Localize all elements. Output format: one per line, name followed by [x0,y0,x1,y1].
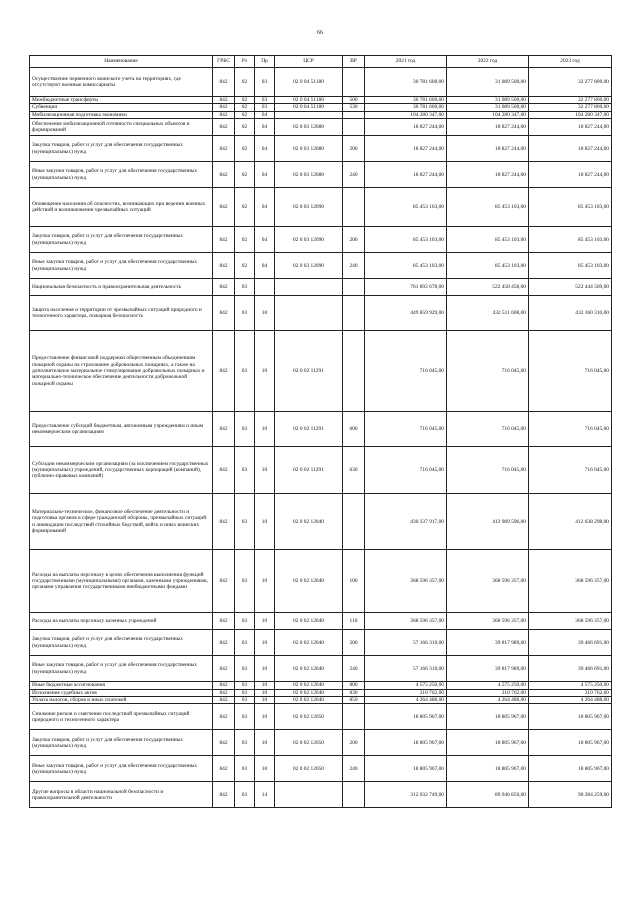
table-row [30,704,612,730]
cell-y2023: 39 466 691,00 [529,630,612,656]
table-row [30,279,612,296]
cell-y2021: 18 805 967,00 [365,756,447,782]
cell-y2021: 716 045,00 [365,447,447,494]
cell-csr: 02 0 02 12050 [275,756,343,782]
cell-y2022: 4 264 488,00 [447,697,529,704]
cell-y2023: 18 805 967,00 [529,730,612,756]
cell-csr: 02 0 02 12040 [275,697,343,704]
cell-pr: 10 [255,697,275,704]
table-row [30,756,612,782]
cell-vr: 200 [343,730,365,756]
table-row [30,630,612,656]
cell-name: Расходы на выплаты персоналу казенных учреждений [30,613,213,630]
cell-grbs: 842 [213,656,235,682]
cell-csr: 02 0 04 51180 [275,68,343,97]
cell-csr: 02 0 02 12040 [275,689,343,696]
cell-vr [343,296,365,331]
cell-pr: 10 [255,412,275,447]
cell-y2023: 18 805 967,00 [529,756,612,782]
cell-y2023: 368 596 357,00 [529,613,612,630]
cell-vr: 830 [343,689,365,696]
cell-pr: 03 [255,68,275,97]
table-row [30,68,612,97]
cell-grbs: 842 [213,550,235,613]
cell-rz: 02 [235,111,255,118]
cell-grbs: 842 [213,331,235,412]
cell-csr: 02 0 02 12040 [275,656,343,682]
cell-y2021: 310 762,00 [365,689,447,696]
cell-y2021: 4 575 250,00 [365,682,447,689]
page-number: 66 [317,30,323,36]
cell-y2022: 18 805 967,00 [447,730,529,756]
cell-vr [343,494,365,550]
header-rz: Рз [235,56,255,68]
cell-pr: 04 [255,253,275,279]
cell-csr: 02 0 03 12090 [275,253,343,279]
header-2021: 2021 год [365,56,447,68]
cell-y2022: 89 946 850,00 [447,782,529,808]
header-2022: 2022 год [447,56,529,68]
cell-pr: 04 [255,119,275,136]
cell-y2022: 522 458 458,00 [447,279,529,296]
cell-pr: 10 [255,656,275,682]
cell-pr: 10 [255,331,275,412]
cell-name: Снижение рисков и смягчение последствий чрезвычайных ситуаций природного и техногенного характера [30,704,213,730]
cell-pr: 10 [255,296,275,331]
cell-rz: 03 [235,494,255,550]
cell-pr: 04 [255,162,275,188]
table-row [30,119,612,136]
cell-y2021: 716 045,00 [365,331,447,412]
table-row [30,331,612,412]
cell-y2021: 761 892 678,00 [365,279,447,296]
header-name: Наименование [30,56,213,68]
budget-table [29,55,612,808]
cell-grbs: 842 [213,447,235,494]
cell-name: Закупка товаров, работ и услуг для обеспечения государственных (муниципальных) нужд [30,227,213,253]
cell-y2021: 104 280 347,00 [365,111,447,118]
cell-pr: 10 [255,682,275,689]
cell-y2023: 85 453 103,00 [529,227,612,253]
cell-name: Закупка товаров, работ и услуг для обеспечения государственных (муниципальных) нужд [30,730,213,756]
cell-y2023: 32 277 800,00 [529,68,612,97]
header-2023: 2023 год [529,56,612,68]
cell-grbs: 842 [213,104,235,111]
cell-grbs: 842 [213,697,235,704]
table-row [30,162,612,188]
cell-y2023: 522 444 569,00 [529,279,612,296]
cell-y2022: 18 827 244,00 [447,162,529,188]
cell-vr [343,331,365,412]
cell-rz: 03 [235,447,255,494]
table-row [30,656,612,682]
cell-grbs: 842 [213,188,235,227]
cell-y2022: 31 089 500,00 [447,97,529,104]
cell-y2023: 368 596 357,00 [529,550,612,613]
cell-y2021: 85 453 103,00 [365,188,447,227]
cell-vr [343,68,365,97]
cell-pr: 10 [255,447,275,494]
cell-grbs: 842 [213,689,235,696]
cell-vr: 240 [343,656,365,682]
header-pr: Пр [255,56,275,68]
cell-name: Межбюджетные трансферты [30,97,213,104]
table-row [30,227,612,253]
table-row [30,494,612,550]
cell-name: Национальная безопасность и правоохранительная деятельность [30,279,213,296]
cell-name: Иные бюджетные ассигнования [30,682,213,689]
table-row [30,613,612,630]
cell-grbs: 842 [213,630,235,656]
cell-pr: 04 [255,136,275,162]
cell-grbs: 842 [213,682,235,689]
cell-csr: 02 0 02 12040 [275,550,343,613]
table-row [30,136,612,162]
cell-rz: 03 [235,730,255,756]
cell-y2021: 18 827 244,00 [365,162,447,188]
cell-pr: 10 [255,613,275,630]
cell-y2023: 32 277 800,00 [529,104,612,111]
cell-rz: 03 [235,656,255,682]
table-row [30,104,612,111]
cell-vr: 200 [343,630,365,656]
cell-y2021: 30 781 600,00 [365,68,447,97]
cell-y2021: 312 032 749,00 [365,782,447,808]
cell-csr: 02 0 03 12080 [275,162,343,188]
cell-csr: 02 0 02 12040 [275,630,343,656]
cell-vr: 600 [343,412,365,447]
cell-rz: 03 [235,550,255,613]
cell-y2021: 18 827 244,00 [365,119,447,136]
cell-vr: 500 [343,97,365,104]
cell-y2022: 310 762,00 [447,689,529,696]
cell-rz: 03 [235,279,255,296]
cell-grbs: 842 [213,136,235,162]
cell-pr: 10 [255,550,275,613]
cell-vr [343,111,365,118]
cell-name: Субвенции [30,104,213,111]
cell-csr: 02 0 04 51180 [275,104,343,111]
cell-vr [343,119,365,136]
cell-name: Субсидии некоммерческим организациям (за исключением государственных (муниципальных) учреждений, государственных корпораций (компаний), публично-правовых компаний) [30,447,213,494]
table-row [30,447,612,494]
header-grbs: ГРБС [213,56,235,68]
cell-y2022: 4 575 250,00 [447,682,529,689]
cell-vr: 800 [343,682,365,689]
table-row [30,412,612,447]
cell-rz: 03 [235,630,255,656]
cell-y2023: 310 762,00 [529,689,612,696]
header-csr: ЦСР [275,56,343,68]
cell-y2023: 18 827 244,00 [529,162,612,188]
cell-y2022: 18 805 967,00 [447,756,529,782]
cell-grbs: 842 [213,279,235,296]
cell-csr: 02 0 03 12090 [275,188,343,227]
cell-name: Защита населения и территории от чрезвычайных ситуаций природного и техногенного характера, пожарная безопасность [30,296,213,331]
cell-y2023: 18 805 967,00 [529,704,612,730]
cell-csr: 02 0 02 12040 [275,682,343,689]
cell-name: Закупка товаров, работ и услуг для обеспечения государственных (муниципальных) нужд [30,630,213,656]
cell-y2023: 39 466 691,00 [529,656,612,682]
cell-pr: 14 [255,782,275,808]
cell-y2021: 4 264 488,00 [365,697,447,704]
cell-y2022: 85 453 103,00 [447,227,529,253]
cell-y2022: 716 045,00 [447,331,529,412]
cell-name: Иные закупки товаров, работ и услуг для обеспечения государственных (муниципальных) нужд [30,756,213,782]
cell-grbs: 842 [213,111,235,118]
cell-name: Закупка товаров, работ и услуг для обеспечения государственных (муниципальных) нужд [30,136,213,162]
table-row [30,697,612,704]
table-row [30,550,612,613]
cell-rz: 03 [235,689,255,696]
cell-y2022: 716 045,00 [447,447,529,494]
table-row [30,111,612,118]
cell-name: Оповещение населения об опасностях, возникающих при ведении военных действий и возникновении чрезвычайных ситуаций [30,188,213,227]
cell-y2022: 31 089 500,00 [447,104,529,111]
cell-pr: 10 [255,704,275,730]
cell-rz: 02 [235,136,255,162]
cell-y2021: 430 337 917,00 [365,494,447,550]
cell-csr: 02 0 03 12080 [275,136,343,162]
table-row [30,782,612,808]
cell-name: Расходы на выплаты персоналу в целях обеспечения выполнения функций государственными (муниципальными) органами, казенными учреждениями, органами управления государственными внебюджетными фондами [30,550,213,613]
cell-vr: 240 [343,253,365,279]
cell-y2023: 716 045,00 [529,412,612,447]
cell-pr: 10 [255,756,275,782]
cell-vr: 200 [343,136,365,162]
cell-y2023: 32 277 800,00 [529,97,612,104]
cell-name: Иные закупки товаров, работ и услуг для обеспечения государственных (муниципальных) нужд [30,656,213,682]
cell-csr: 02 0 04 51180 [275,97,343,104]
cell-grbs: 842 [213,253,235,279]
table-row [30,188,612,227]
cell-rz: 03 [235,756,255,782]
cell-grbs: 842 [213,756,235,782]
cell-vr [343,279,365,296]
cell-y2023: 18 827 244,00 [529,119,612,136]
cell-csr: 02 0 02 12050 [275,730,343,756]
cell-grbs: 842 [213,296,235,331]
cell-y2021: 30 781 600,00 [365,97,447,104]
cell-y2023: 412 638 298,00 [529,494,612,550]
cell-csr: 02 0 02 12040 [275,494,343,550]
cell-y2021: 368 596 357,00 [365,550,447,613]
cell-y2021: 85 453 103,00 [365,227,447,253]
cell-grbs: 842 [213,704,235,730]
cell-name: Иные закупки товаров, работ и услуг для обеспечения государственных (муниципальных) нужд [30,162,213,188]
cell-pr: 04 [255,111,275,118]
cell-csr [275,782,343,808]
cell-y2021: 449 859 929,00 [365,296,447,331]
cell-name: Мобилизационная подготовка экономики [30,111,213,118]
cell-y2022: 39 817 989,00 [447,630,529,656]
cell-pr: 10 [255,630,275,656]
table-row [30,689,612,696]
cell-pr: 10 [255,730,275,756]
cell-y2022: 368 596 357,00 [447,613,529,630]
cell-vr [343,782,365,808]
cell-y2023: 716 045,00 [529,331,612,412]
cell-y2022: 18 827 244,00 [447,136,529,162]
cell-y2021: 18 827 244,00 [365,136,447,162]
cell-csr: 02 0 03 12080 [275,119,343,136]
cell-csr: 02 0 02 12040 [275,613,343,630]
cell-vr: 240 [343,756,365,782]
cell-rz: 02 [235,188,255,227]
cell-grbs: 842 [213,730,235,756]
cell-y2021: 18 805 967,00 [365,704,447,730]
cell-y2022: 432 511 608,00 [447,296,529,331]
cell-y2022: 716 045,00 [447,412,529,447]
cell-grbs: 842 [213,162,235,188]
cell-csr [275,111,343,118]
cell-rz: 02 [235,68,255,97]
cell-vr [343,704,365,730]
cell-csr [275,279,343,296]
table-body [30,68,612,808]
cell-y2023: 85 453 103,00 [529,188,612,227]
table-row [30,97,612,104]
cell-grbs: 842 [213,494,235,550]
table-row [30,253,612,279]
cell-rz: 03 [235,412,255,447]
cell-vr: 200 [343,227,365,253]
cell-name: Иные закупки товаров, работ и услуг для обеспечения государственных (муниципальных) нужд [30,253,213,279]
cell-rz: 02 [235,162,255,188]
cell-y2021: 368 596 357,00 [365,613,447,630]
cell-vr: 100 [343,550,365,613]
cell-y2022: 368 596 357,00 [447,550,529,613]
cell-y2023: 90 284 259,00 [529,782,612,808]
cell-pr: 03 [255,97,275,104]
cell-pr: 10 [255,494,275,550]
cell-name: Другие вопросы в области национальной безопасности и правоохранительной деятельности [30,782,213,808]
cell-name: Предоставление финансовой поддержки общественным объединениям пожарной охраны на страхование добровольных пожарных, а также на дополнительное материальное стимулирование добровольных пожарных и материально-техническое обеспечение деятельности добровольной пожарной охраны [30,331,213,412]
cell-rz: 03 [235,296,255,331]
cell-y2022: 18 827 244,00 [447,119,529,136]
cell-rz: 03 [235,682,255,689]
cell-grbs: 842 [213,227,235,253]
cell-pr: 10 [255,689,275,696]
cell-rz: 02 [235,97,255,104]
cell-rz: 02 [235,227,255,253]
cell-rz: 02 [235,104,255,111]
cell-vr: 630 [343,447,365,494]
table-row [30,296,612,331]
table-row [30,682,612,689]
cell-y2022: 85 453 103,00 [447,253,529,279]
cell-rz: 03 [235,782,255,808]
cell-y2023: 4 264 488,00 [529,697,612,704]
cell-y2023: 18 827 244,00 [529,136,612,162]
cell-y2021: 57 166 310,00 [365,656,447,682]
cell-y2021: 716 045,00 [365,412,447,447]
cell-csr [275,296,343,331]
cell-grbs: 842 [213,68,235,97]
cell-y2022: 104 280 347,00 [447,111,529,118]
cell-y2023: 4 575 250,00 [529,682,612,689]
header-vr: ВР [343,56,365,68]
cell-grbs: 842 [213,782,235,808]
cell-grbs: 842 [213,97,235,104]
cell-vr [343,188,365,227]
cell-name: Уплата налогов, сборов и иных платежей [30,697,213,704]
cell-rz: 02 [235,119,255,136]
cell-y2023: 716 045,00 [529,447,612,494]
cell-rz: 03 [235,704,255,730]
cell-csr: 02 0 03 12090 [275,227,343,253]
cell-csr: 02 0 02 12050 [275,704,343,730]
cell-csr: 02 0 02 11291 [275,447,343,494]
cell-y2023: 432 160 310,00 [529,296,612,331]
cell-y2021: 57 166 310,00 [365,630,447,656]
cell-y2021: 85 453 103,00 [365,253,447,279]
cell-csr: 02 0 02 11291 [275,412,343,447]
table-header-row [30,56,612,68]
cell-grbs: 842 [213,412,235,447]
cell-y2023: 104 280 347,00 [529,111,612,118]
cell-y2022: 18 805 967,00 [447,704,529,730]
cell-name: Осуществление первичного воинского учета на территориях, где отсутствуют военные комиссариаты [30,68,213,97]
cell-name: Предоставление субсидий бюджетным, автономным учреждениям и иным некоммерческим организациям [30,412,213,447]
cell-grbs: 842 [213,119,235,136]
cell-y2022: 412 989 596,00 [447,494,529,550]
cell-vr: 530 [343,104,365,111]
cell-y2021: 18 805 967,00 [365,730,447,756]
table-row [30,730,612,756]
cell-vr: 240 [343,162,365,188]
cell-pr: 04 [255,188,275,227]
cell-pr: 03 [255,104,275,111]
cell-vr: 850 [343,697,365,704]
cell-y2022: 31 089 500,00 [447,68,529,97]
cell-rz: 03 [235,331,255,412]
cell-grbs: 842 [213,613,235,630]
cell-name: Обеспечение мобилизационной готовности специальных объектов и формирований [30,119,213,136]
cell-y2022: 39 817 989,00 [447,656,529,682]
cell-vr: 110 [343,613,365,630]
cell-y2021: 30 781 600,00 [365,104,447,111]
cell-csr: 02 0 02 11291 [275,331,343,412]
cell-rz: 03 [235,613,255,630]
cell-y2023: 85 453 103,00 [529,253,612,279]
cell-y2022: 85 453 103,00 [447,188,529,227]
cell-name: Материально-техническое, финансовое обеспечение деятельности и подготовка органов в сфере гражданской обороны, чрезвычайных ситуаций и ликвидации последствий стихийных бедствий, войск и иных воинских формирований [30,494,213,550]
cell-pr [255,279,275,296]
cell-name: Исполнение судебных актов [30,689,213,696]
cell-rz: 03 [235,697,255,704]
cell-pr: 04 [255,227,275,253]
cell-rz: 02 [235,253,255,279]
